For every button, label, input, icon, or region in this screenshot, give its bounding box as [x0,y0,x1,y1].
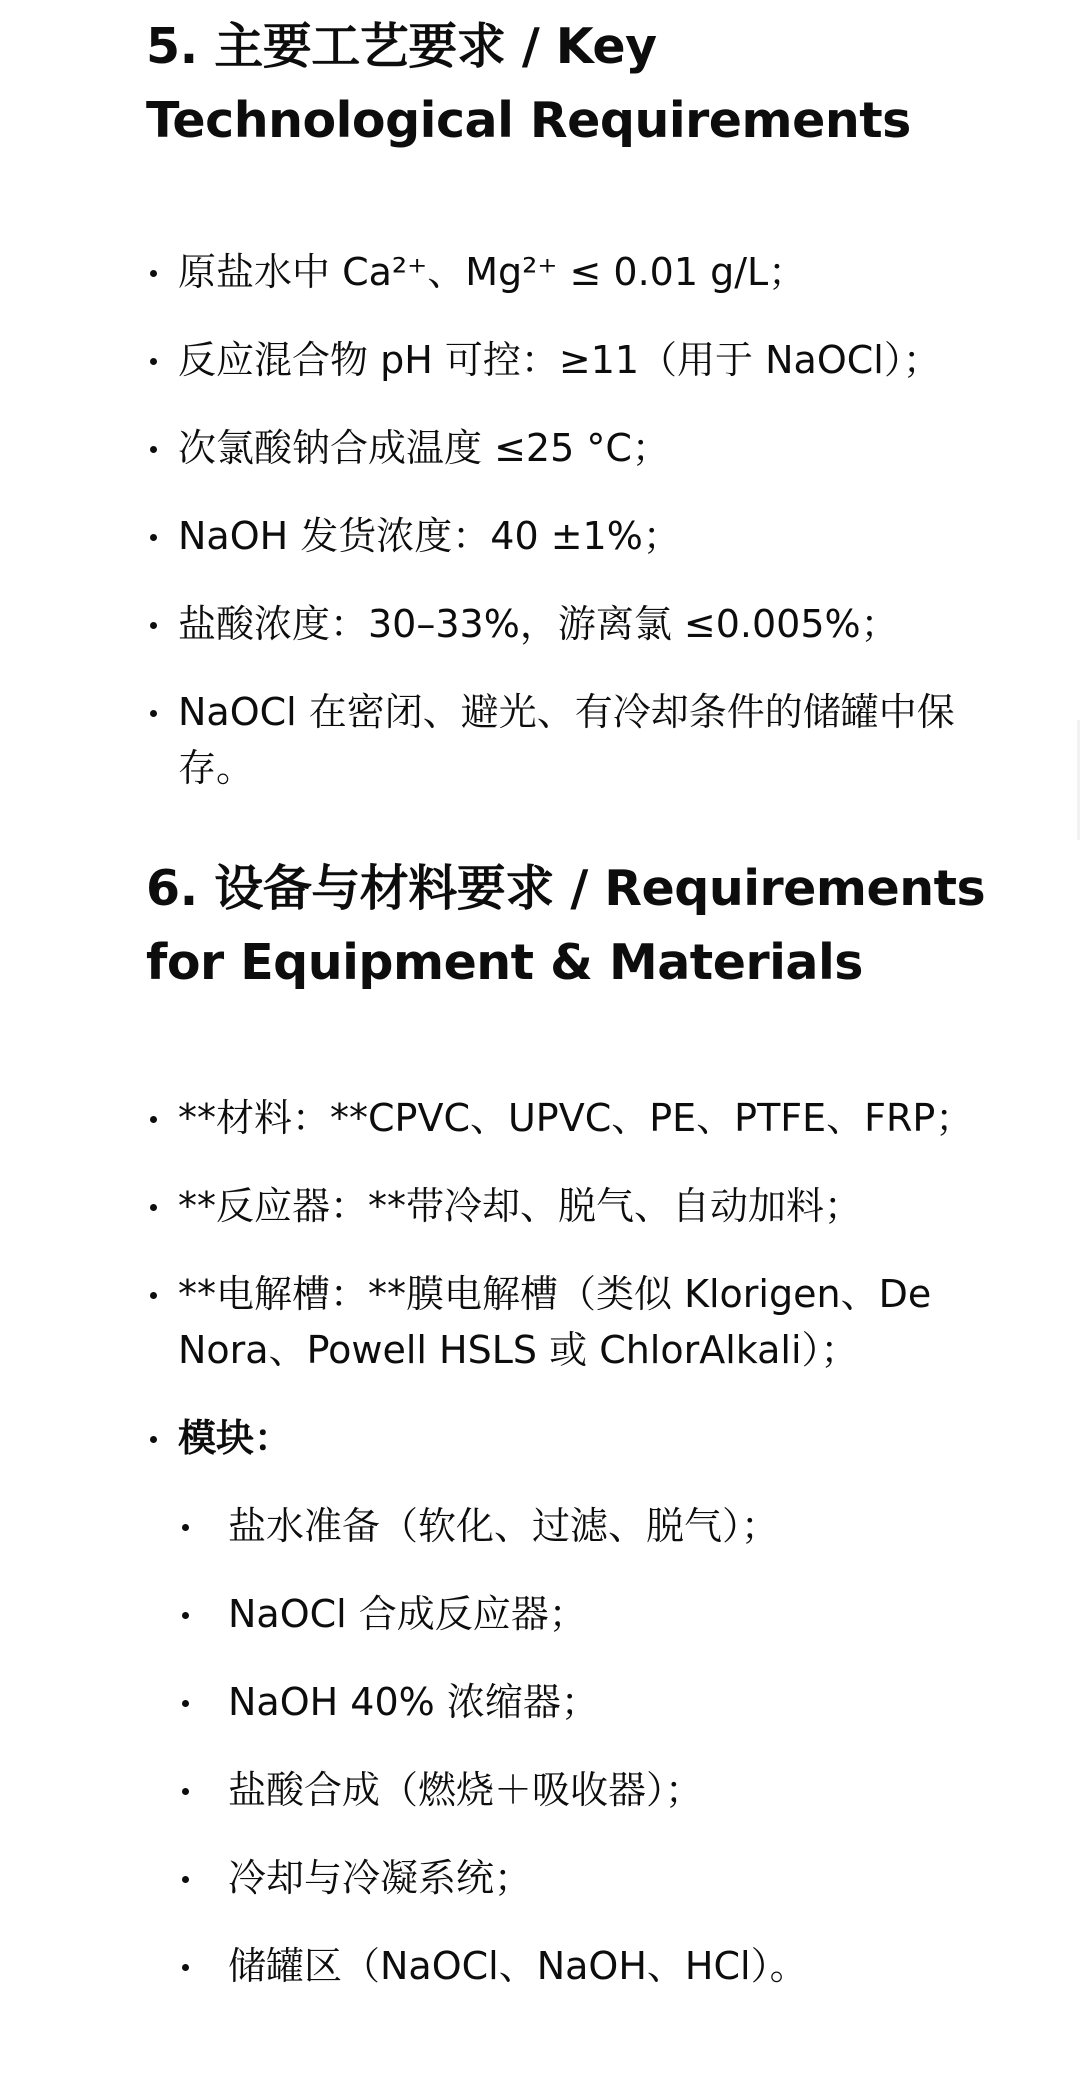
sub-list-item: 盐水准备（软化、过滤、脱气）； [178,1498,1006,1554]
list-item: 盐酸浓度：30–33%，游离氯 ≤0.005%； [146,596,1006,652]
sub-list-item: 冷却与冷凝系统； [178,1850,1006,1906]
sub-list-item: 储罐区（NaOCl、NaOH、HCl）。 [178,1938,1006,1994]
sub-list-item: NaOH 40% 浓缩器； [178,1674,1006,1730]
list-item: 次氯酸钠合成温度 ≤25 °C； [146,420,1006,476]
section-5-heading: 5. 主要工艺要求 / Key Technological Requirements [146,18,911,149]
list-item: **反应器：**带冷却、脱气、自动加料； [146,1178,1006,1234]
list-item: 原盐水中 Ca²⁺、Mg²⁺ ≤ 0.01 g/L； [146,244,1006,300]
list-item: **电解槽：**膜电解槽（类似 Klorigen、De Nora、Powell HSLS 或 ChlorAlkali）； [146,1266,1006,1378]
section-6-heading: 6. 设备与材料要求 / Requirements for Equipment & Materials [146,860,986,991]
section-5-list [146,244,1006,828]
list-item: 反应混合物 pH 可控：≥11（用于 NaOCl）； [146,332,1006,388]
modules-label: 模块： [178,1416,293,1460]
list-item: **材料：**CPVC、UPVC、PE、PTFE、FRP； [146,1090,1006,1146]
modules-item [146,1410,1006,1994]
modules-sublist [178,1498,1006,1994]
sub-list-item: 盐酸合成（燃烧＋吸收器）； [178,1762,1006,1818]
list-item: NaOCl 在密闭、避光、有冷却条件的储罐中保存。 [146,684,1006,796]
list-item: NaOH 发货浓度：40 ±1%； [146,508,1006,564]
sub-list-item: NaOCl 合成反应器； [178,1586,1006,1642]
section-6-list [146,1090,1006,2026]
